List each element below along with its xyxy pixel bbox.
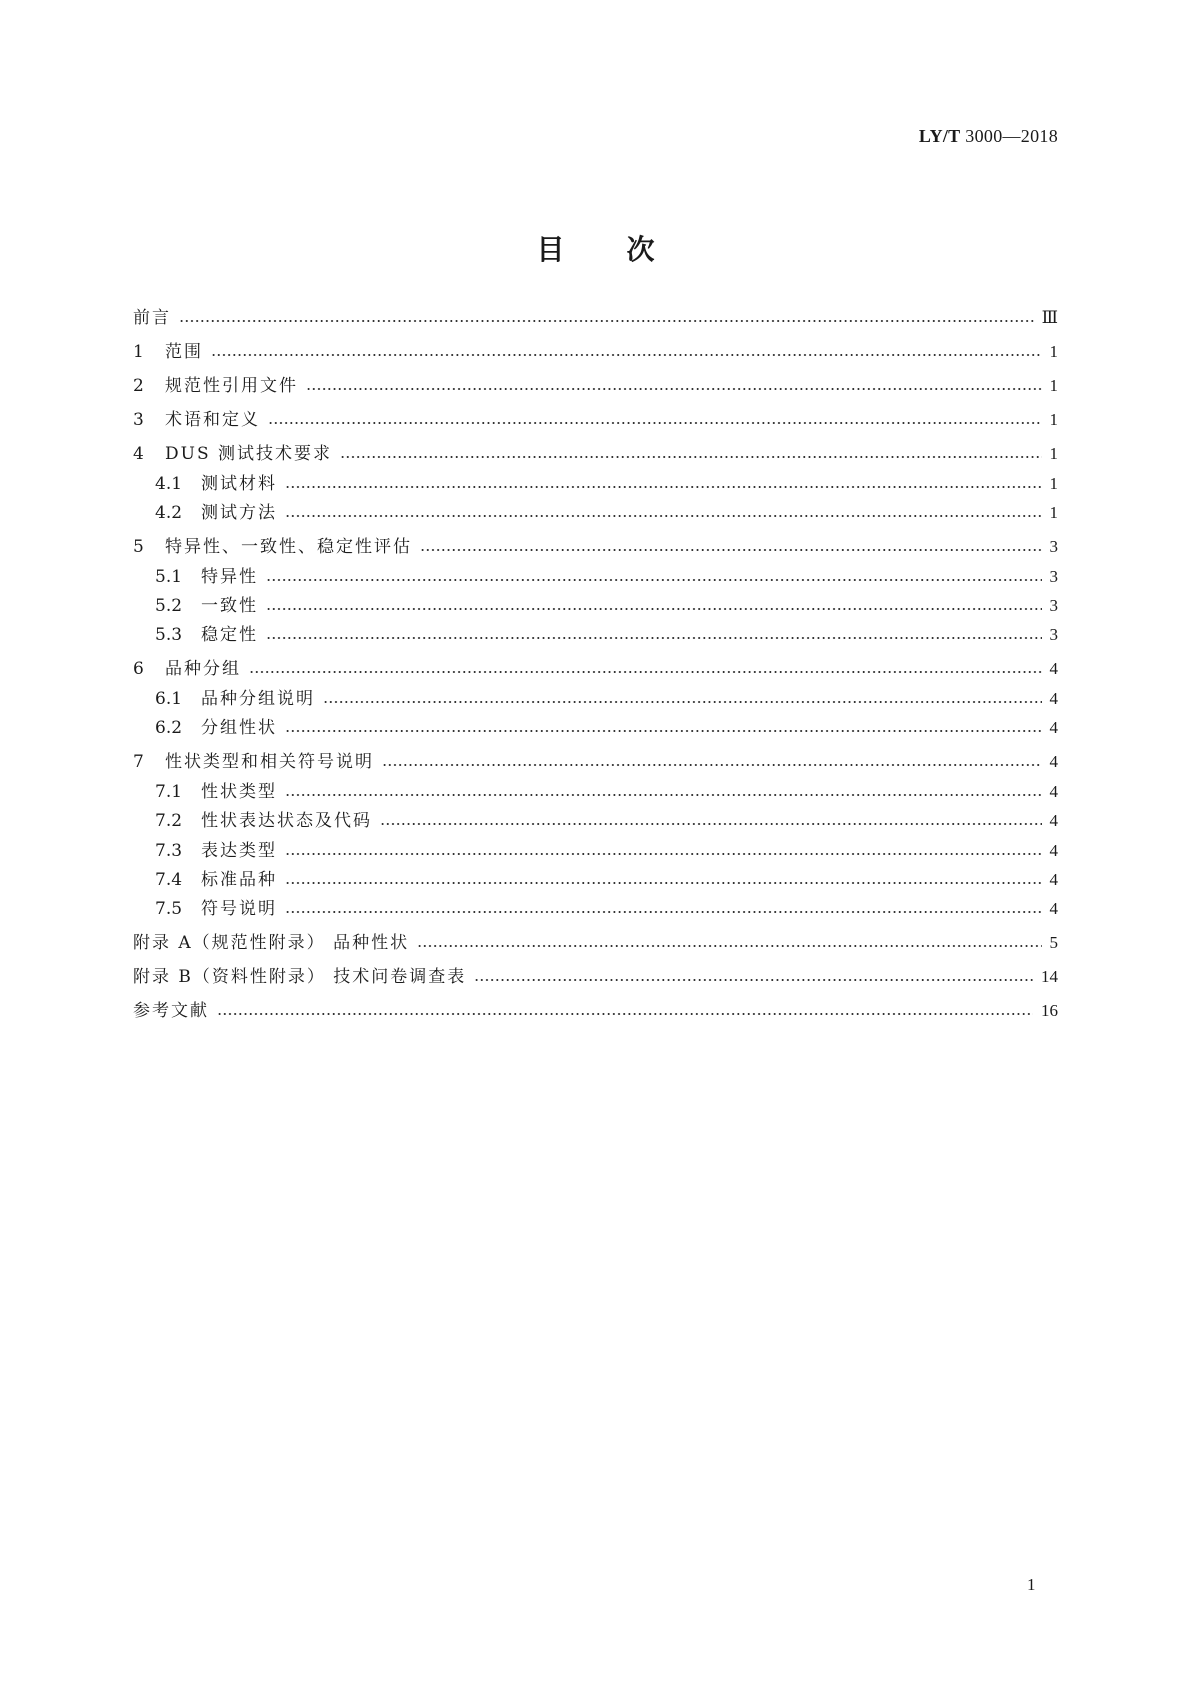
table-of-contents xyxy=(133,0,1058,1684)
toc-entry-number: 6.2 xyxy=(155,718,183,738)
dot-leader xyxy=(285,730,1042,732)
toc-entry-appendix-a[interactable] xyxy=(133,932,1058,954)
standard-code-prefix: LY/T xyxy=(918,126,961,146)
toc-entry-label: 稳定性 xyxy=(201,625,258,645)
toc-entry-number: 1 xyxy=(133,342,144,362)
toc-entry-2[interactable] xyxy=(133,375,1058,397)
dot-leader xyxy=(266,579,1042,581)
toc-entry-page: 4 xyxy=(1049,752,1058,771)
toc-entry-5-2[interactable] xyxy=(155,595,1058,617)
toc-entry-4[interactable] xyxy=(133,443,1058,465)
toc-entry-appendix-b[interactable] xyxy=(133,966,1058,988)
toc-entry-label: 性状表达状态及代码 xyxy=(201,811,372,831)
toc-entry-page: 1 xyxy=(1049,474,1058,493)
dot-leader xyxy=(285,515,1042,517)
toc-entry-6[interactable] xyxy=(133,658,1058,680)
toc-entry-label: 测试材料 xyxy=(201,474,277,494)
toc-entry-page: 4 xyxy=(1049,811,1058,830)
toc-entry-5[interactable] xyxy=(133,536,1058,558)
toc-entry-page: 4 xyxy=(1049,841,1058,860)
dot-leader xyxy=(249,671,1042,673)
toc-entry-label: 附录 A（规范性附录） 品种性状 xyxy=(133,933,410,953)
toc-entry-page: 4 xyxy=(1049,718,1058,737)
dot-leader xyxy=(474,979,1033,981)
toc-entry-4-1[interactable] xyxy=(155,473,1058,495)
toc-entry-label: 表达类型 xyxy=(201,841,277,861)
toc-entry-label: 特异性、一致性、稳定性评估 xyxy=(165,537,412,557)
toc-entry-1[interactable] xyxy=(133,341,1058,363)
toc-entry-page: 1 xyxy=(1049,410,1058,429)
toc-entry-page: 16 xyxy=(1041,1001,1058,1020)
toc-entry-number: 7.1 xyxy=(155,782,183,802)
dot-leader xyxy=(420,549,1042,551)
toc-entry-page: 3 xyxy=(1049,567,1058,586)
toc-entry-label: 性状类型和相关符号说明 xyxy=(165,752,374,772)
toc-entry-page: 1 xyxy=(1049,444,1058,463)
dot-leader xyxy=(285,911,1042,913)
toc-entry-label: 标准品种 xyxy=(201,870,277,890)
dot-leader xyxy=(323,701,1042,703)
dot-leader xyxy=(211,354,1042,356)
toc-entry-label: 品种分组说明 xyxy=(201,689,315,709)
toc-entry-7-1[interactable] xyxy=(155,781,1058,803)
toc-entry-page: 4 xyxy=(1049,659,1058,678)
dot-leader xyxy=(179,320,1034,322)
toc-entry-label: 测试方法 xyxy=(201,503,277,523)
toc-entry-label: 范围 xyxy=(165,342,203,362)
standard-code-number: 3000—2018 xyxy=(965,126,1058,146)
dot-leader xyxy=(285,486,1042,488)
toc-entry-6-1[interactable] xyxy=(155,688,1058,710)
toc-entry-page: 5 xyxy=(1049,933,1058,952)
dot-leader xyxy=(417,945,1041,947)
toc-entry-4-2[interactable] xyxy=(155,502,1058,524)
toc-entry-page: 3 xyxy=(1049,596,1058,615)
toc-entry-page: 4 xyxy=(1049,870,1058,889)
toc-entry-3[interactable] xyxy=(133,409,1058,431)
toc-entry-7-4[interactable] xyxy=(155,869,1058,891)
toc-entry-page: 1 xyxy=(1049,342,1058,361)
toc-entry-page: 3 xyxy=(1049,625,1058,644)
toc-entry-number: 3 xyxy=(133,410,144,430)
toc-entry-label: 符号说明 xyxy=(201,899,277,919)
toc-entry-number: 5.1 xyxy=(155,567,183,587)
toc-entry-label: 品种分组 xyxy=(165,659,241,679)
toc-entry-7-3[interactable] xyxy=(155,840,1058,862)
toc-entry-number: 7 xyxy=(133,752,144,772)
dot-leader xyxy=(285,853,1042,855)
dot-leader xyxy=(382,764,1042,766)
toc-entry-label: 特异性 xyxy=(201,567,258,587)
toc-entry-number: 6 xyxy=(133,659,144,679)
dot-leader xyxy=(268,422,1042,424)
toc-entry-number: 5.3 xyxy=(155,625,183,645)
dot-leader xyxy=(285,882,1042,884)
toc-entry-page: 4 xyxy=(1049,782,1058,801)
dot-leader xyxy=(285,794,1042,796)
toc-entry-page: 4 xyxy=(1049,899,1058,918)
toc-entry-number: 2 xyxy=(133,376,144,396)
page-number: 1 xyxy=(1027,1575,1036,1594)
toc-entry-6-2[interactable] xyxy=(155,717,1058,739)
toc-entry-number: 5 xyxy=(133,537,144,557)
toc-entry-number: 5.2 xyxy=(155,596,183,616)
toc-entry-5-3[interactable] xyxy=(155,624,1058,646)
toc-title: 目次 xyxy=(536,233,717,266)
toc-entry-page: 1 xyxy=(1049,503,1058,522)
toc-entry-7-2[interactable] xyxy=(155,810,1058,832)
toc-entry-page: Ⅲ xyxy=(1041,308,1058,327)
dot-leader xyxy=(266,637,1042,639)
toc-entry-label: 一致性 xyxy=(201,596,258,616)
toc-entry-number: 7.4 xyxy=(155,870,183,890)
toc-entry-number: 7.3 xyxy=(155,841,183,861)
toc-entry-number: 4.1 xyxy=(155,474,183,494)
toc-entry-number: 4 xyxy=(133,444,144,464)
dot-leader xyxy=(340,456,1041,458)
toc-entry-number: 7.5 xyxy=(155,899,183,919)
dot-leader xyxy=(266,608,1042,610)
toc-entry-number: 7.2 xyxy=(155,811,183,831)
toc-entry-label: 性状类型 xyxy=(201,782,277,802)
toc-entry-7[interactable] xyxy=(133,751,1058,773)
toc-entry-label: 分组性状 xyxy=(201,718,277,738)
toc-entry-label: 规范性引用文件 xyxy=(165,376,298,396)
toc-entry-preface[interactable] xyxy=(133,307,1058,329)
toc-entry-label: 前言 xyxy=(133,308,171,328)
toc-entry-label: DUS 测试技术要求 xyxy=(165,444,333,464)
toc-entry-page: 4 xyxy=(1049,689,1058,708)
dot-leader xyxy=(306,388,1042,390)
toc-entry-number: 4.2 xyxy=(155,503,183,523)
toc-entry-7-5[interactable] xyxy=(155,898,1058,920)
toc-entry-label: 附录 B（资料性附录） 技术问卷调查表 xyxy=(133,967,467,987)
toc-entry-page: 1 xyxy=(1049,376,1058,395)
toc-entry-page: 14 xyxy=(1041,967,1058,986)
toc-entry-label: 术语和定义 xyxy=(165,410,260,430)
dot-leader xyxy=(380,823,1042,825)
toc-entry-number: 6.1 xyxy=(155,689,183,709)
toc-entry-5-1[interactable] xyxy=(155,566,1058,588)
toc-entry-label: 参考文献 xyxy=(133,1001,209,1021)
toc-entry-references[interactable] xyxy=(133,1000,1058,1022)
dot-leader xyxy=(217,1013,1033,1015)
toc-entry-page: 3 xyxy=(1049,537,1058,556)
